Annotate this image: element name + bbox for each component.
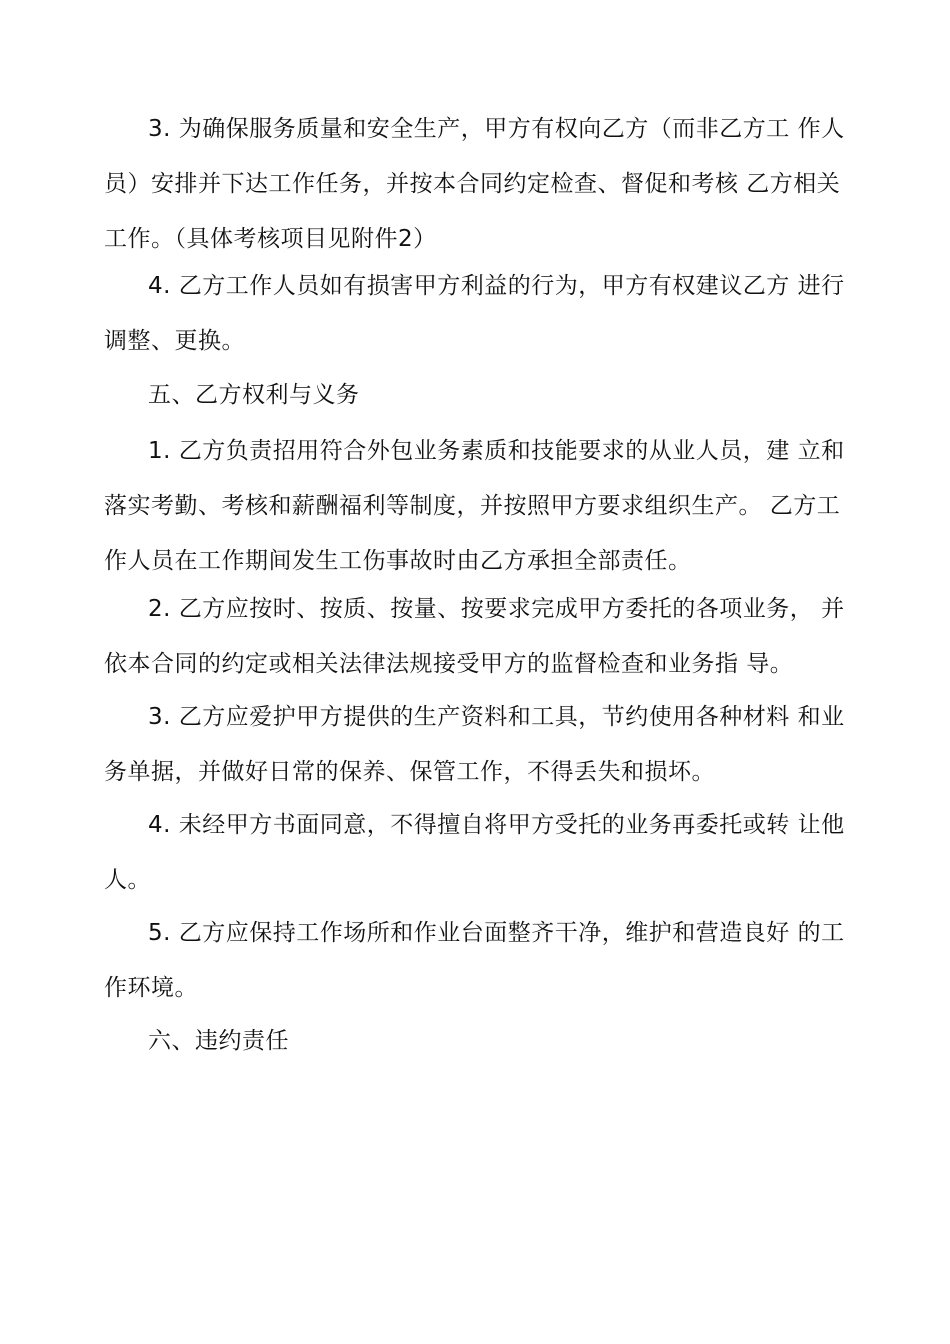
section-heading: 五、乙方权利与义务: [148, 382, 360, 408]
paragraph-b-clause-4-subcontract: [104, 798, 864, 908]
text-line: 员）安排并下达工作任务，并按本合同约定检查、督促和考核 乙方相关: [104, 171, 841, 197]
text-line: 4. 未经甲方书面同意，不得擅自将甲方受托的业务再委托或转 让他: [148, 812, 845, 838]
text-line: 作人员在工作期间发生工伤事故时由乙方承担全部责任。: [104, 548, 692, 574]
text-line: 调整、更换。: [104, 328, 245, 354]
text-line: 人。: [104, 867, 151, 893]
text-line: 落实考勤、考核和薪酬福利等制度，并按照甲方要求组织生产。 乙方工: [104, 493, 841, 519]
paragraph-b-clause-3-materials: [104, 690, 864, 800]
paragraph-b-clause-5-workplace: [104, 906, 864, 1016]
paragraph-b-clause-2-completion: [104, 582, 864, 692]
paragraph-clause-4-staff-replacement: [104, 259, 864, 369]
text-line: 工作。（具体考核项目见附件2）: [104, 226, 437, 252]
text-line: 依本合同的约定或相关法律法规接受甲方的监督检查和业务指 导。: [104, 651, 794, 677]
paragraph-b-clause-1-hiring: [104, 424, 864, 589]
text-line: 5. 乙方应保持工作场所和作业台面整齐干净，维护和营造良好 的工: [148, 920, 845, 946]
text-line: 2. 乙方应按时、按质、按量、按要求完成甲方委托的各项业务， 并: [148, 596, 845, 622]
text-line: 4. 乙方工作人员如有损害甲方利益的行为，甲方有权建议乙方 进行: [148, 273, 845, 299]
section-heading: 六、违约责任: [148, 1028, 289, 1054]
text-line: 3. 为确保服务质量和安全生产，甲方有权向乙方（而非乙方工 作人: [148, 116, 845, 142]
text-line: 1. 乙方负责招用符合外包业务素质和技能要求的从业人员，建 立和: [148, 438, 845, 464]
text-line: 作环境。: [104, 975, 198, 1001]
text-line: 务单据，并做好日常的保养、保管工作，不得丢失和损坏。: [104, 759, 715, 785]
section-heading-party-b-rights: [104, 368, 864, 423]
section-heading-breach-liability: [104, 1014, 864, 1069]
text-line: 3. 乙方应爱护甲方提供的生产资料和工具，节约使用各种材料 和业: [148, 704, 845, 730]
paragraph-clause-3-duty-assignment: [104, 102, 864, 267]
